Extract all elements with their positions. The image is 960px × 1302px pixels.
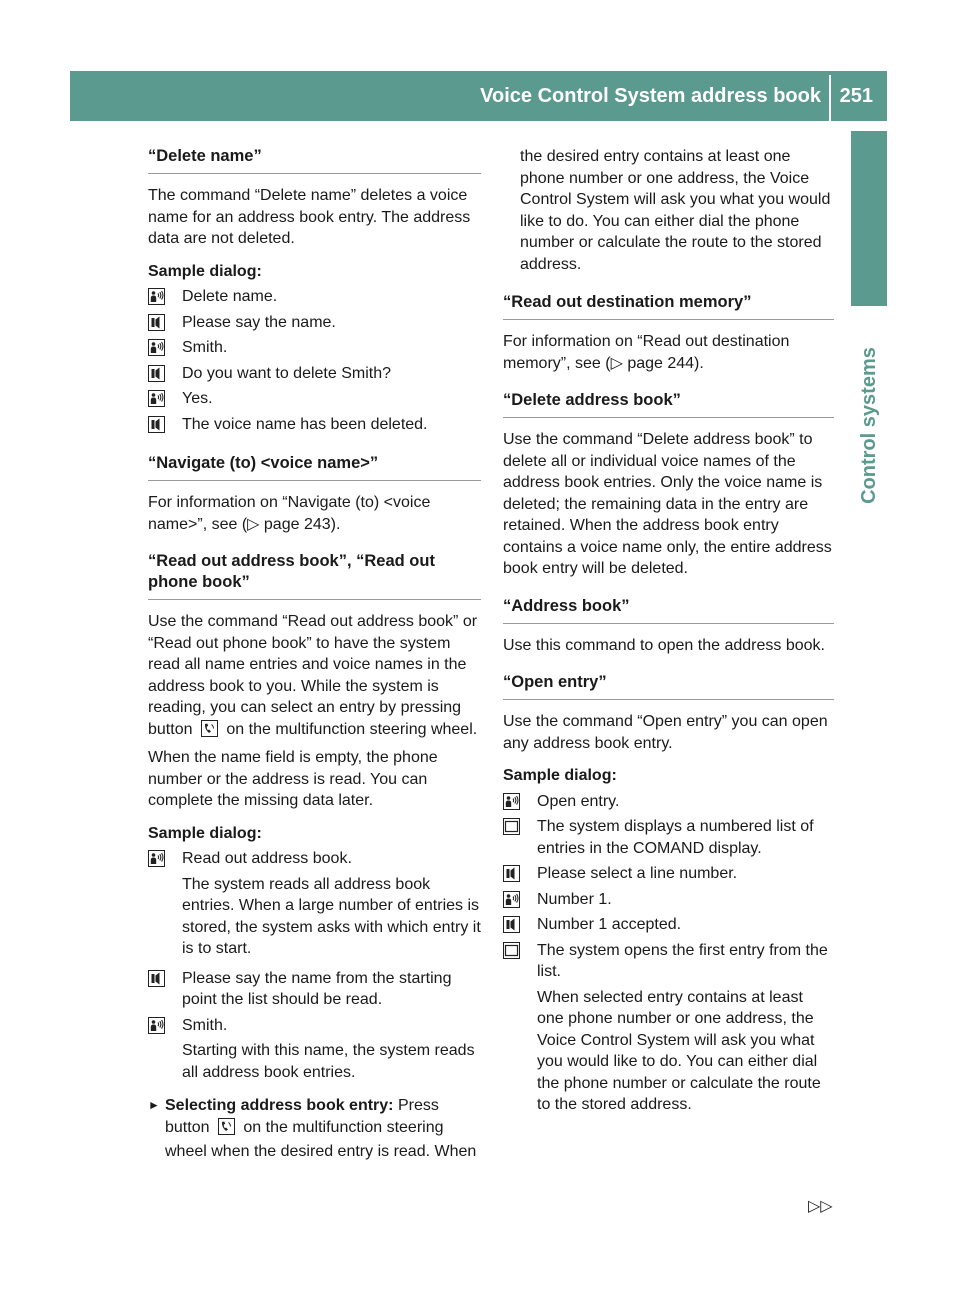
speaker-icon-slot: [148, 416, 165, 433]
open-entry-text: Use the command “Open entry” you can open any address book entry.: [503, 713, 828, 752]
heading-open-entry: “Open entry”: [503, 672, 834, 700]
step-arrow-icon: ►: [148, 1098, 160, 1112]
speaker-icon-slot: [148, 365, 165, 382]
left-column: [148, 146, 481, 1163]
user-speaking-icon: [148, 1017, 165, 1034]
heading-delete-name: “Delete name”: [148, 146, 481, 174]
heading-read-out: “Read out address book”, “Read out phone book”: [148, 551, 481, 600]
user-icon-slot: [148, 390, 165, 407]
dialog-line: Smith. Starting with this name, the system reads all address book entries.: [148, 1015, 481, 1088]
page-title: Voice Control System address book: [480, 85, 821, 107]
header-divider: [829, 75, 831, 121]
sample-dialog-label: Sample dialog:: [148, 262, 262, 280]
user-speaking-icon: [148, 288, 165, 305]
dialog-line: Smith.: [148, 337, 481, 359]
system-speaker-icon: [503, 865, 520, 882]
system-speaker-icon: [148, 970, 165, 987]
dialog-line: Read out address book. The system reads all address book entries. When a large number of entries is stored, the system asks with which entry it is to start.: [148, 848, 481, 964]
header-bar: [70, 71, 887, 121]
user-icon-slot: [148, 850, 165, 867]
step-continuation: the desired entry contains at least one phone number or one address, the Voice Control System will ask you what you would like to do. You can either dial the phone number or calculate the route to the stored address.: [520, 148, 831, 273]
page-number: 251: [839, 85, 873, 107]
sample-dialog-label: Sample dialog:: [503, 767, 617, 784]
dialog-line: Please say the name.: [148, 312, 481, 334]
instruction-step: ► Selecting address book entry: Press button on the multifunction steering wheel when the desired entry is read. When: [148, 1095, 481, 1163]
speaker-icon-slot: [148, 314, 165, 331]
system-speaker-icon: [503, 916, 520, 933]
display-icon: [503, 818, 520, 835]
dialog-line: The voice name has been deleted.: [148, 414, 481, 436]
dialog-line: The system opens the first entry from the list. When selected entry contains at least one phone number or one address, the Voice Control System will ask you what you would like to do. You can either dial the phone number or calculate the route to the stored address.: [503, 940, 834, 1120]
heading-navigate: “Navigate (to) <voice name>”: [148, 453, 481, 481]
right-column: [503, 146, 834, 1124]
navigate-text: For information on “Navigate (to) <voice name>”, see (▷ page 243).: [148, 494, 431, 533]
dialog-line: The system displays a numbered list of entries in the COMAND display.: [503, 816, 834, 859]
heading-read-destination: “Read out destination memory”: [503, 292, 834, 320]
delete-address-book-text: Use the command “Delete address book” to delete all or individual voice names of the address book entries. Only the voice name is deleted; the remaining data in the entry are retained. When the address book entry contains a voice name only, the entire address book entry will be deleted.: [503, 431, 832, 577]
user-icon-slot: [503, 793, 520, 810]
heading-delete-address-book: “Delete address book”: [503, 390, 834, 418]
user-speaking-icon: [148, 339, 165, 356]
read-destination-text: For information on “Read out destination memory”, see (▷ page 244).: [503, 333, 790, 372]
system-speaker-icon: [148, 365, 165, 382]
user-icon-slot: [148, 1017, 165, 1034]
speaker-icon-slot: [503, 865, 520, 882]
dialog-line: Do you want to delete Smith?: [148, 363, 481, 385]
delete-name-dialog: [148, 286, 481, 435]
continue-arrows-icon: ▷▷: [808, 1198, 833, 1215]
dialog-line: Delete name.: [148, 286, 481, 308]
dialog-line: Number 1.: [503, 889, 834, 911]
display-icon-slot: [503, 818, 520, 835]
sample-dialog-label: Sample dialog:: [148, 824, 262, 842]
system-speaker-icon: [148, 416, 165, 433]
user-icon-slot: [148, 288, 165, 305]
user-icon-slot: [503, 891, 520, 908]
user-speaking-icon: [503, 793, 520, 810]
dialog-line: Open entry.: [503, 791, 834, 813]
dialog-line: Please select a line number.: [503, 863, 834, 885]
heading-address-book: “Address book”: [503, 596, 834, 624]
speaker-icon-slot: [503, 916, 520, 933]
address-book-text: Use this command to open the address book.: [503, 636, 825, 654]
user-speaking-icon: [148, 850, 165, 867]
user-icon-slot: [148, 339, 165, 356]
dialog-line: Number 1 accepted.: [503, 914, 834, 936]
display-icon-slot: [503, 942, 520, 959]
delete-name-intro: The command “Delete name” deletes a voice name for an address book entry. The address data are not deleted.: [148, 187, 471, 247]
user-speaking-icon: [503, 891, 520, 908]
dialog-line: Please say the name from the starting point the list should be read.: [148, 968, 481, 1011]
read-out-empty-field: When the name field is empty, the phone number or the address is read. You can complete the missing data later.: [148, 749, 438, 809]
display-icon: [503, 942, 520, 959]
phone-button-icon: [218, 1118, 235, 1142]
read-out-paragraph: Use the command “Read out address book” or “Read out phone book” to have the system read all name entries and voice names in the address book to you. While the system is reading, you can select an entry by pressing button on the multifunction steering wheel.: [148, 611, 481, 743]
phone-button-icon: [201, 720, 218, 744]
side-tab: [851, 131, 887, 306]
user-speaking-icon: [148, 390, 165, 407]
speaker-icon-slot: [148, 970, 165, 987]
system-speaker-icon: [148, 314, 165, 331]
dialog-line: Yes.: [148, 388, 481, 410]
side-section-label: Control systems: [857, 347, 880, 504]
